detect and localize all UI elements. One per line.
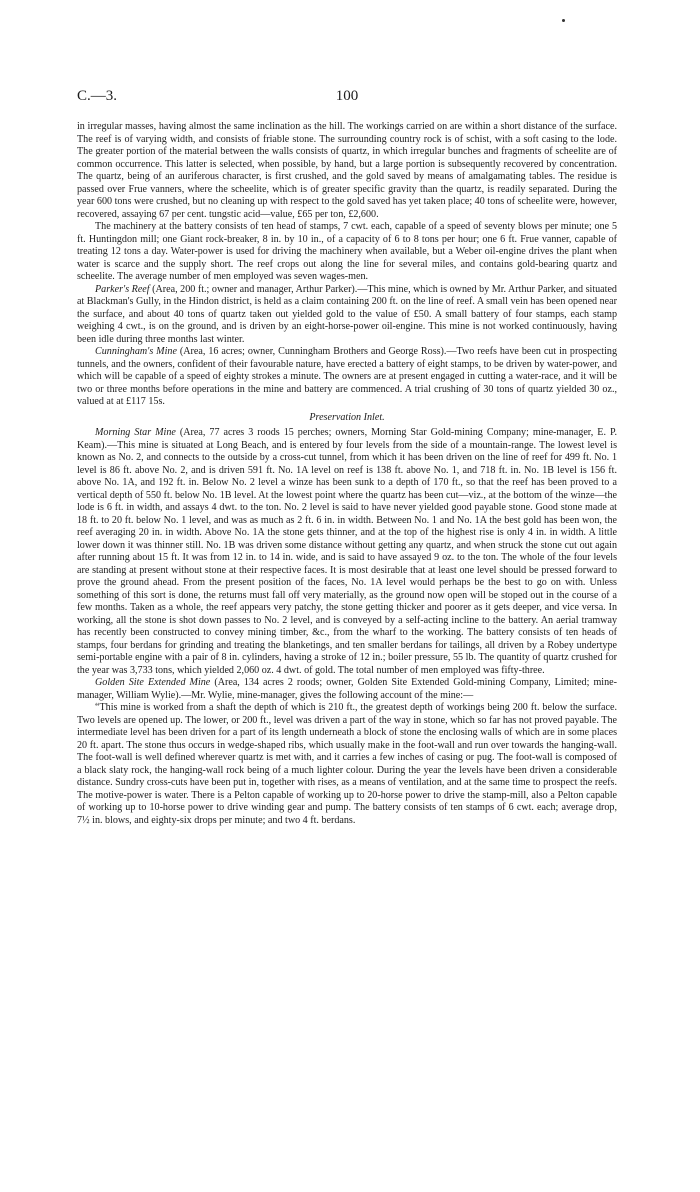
paragraph-morning-star <box>77 427 617 677</box>
paragraph-text: (Area, 16 acres; owner, Cunningham Brothers and George Ross).—Two reefs have been cut in prospecting tunnels, and the owners, confident of their favourable nature, have erected a battery of eight stamps, to be driven by water-power, and which will be capable of a speed of eighty strokes a minute. The owners are at present engaged in cutting a water-race, and it will be two or three months before operations in the mine and battery are commenced. A trial crushing of 30 tons of quartz yielded 30 oz., valued at at £117 15s. <box>77 346 617 407</box>
paragraph-quoted-account: “This mine is worked from a shaft the depth of which is 210 ft., the greatest depth of workings being 200 ft. below the surface. Two levels are opened up. The lower, or 200 ft., level was driven a part of the way in stone, which so far has not proved payable. The intermediate level has been driven for a part of its length underneath a block of stone the enclosing walls of which are in some places 20 ft. apart. The stone thus occurs in wedge-shaped ribs, which usually make in the foot-wall and run over towards the hanging-wall. The foot-wall is well defined wherever quartz is met with, and it carries a few inches of casing or pug. The foot-wall is composed of a black slaty rock, the hanging-wall rock being of a much lighter colour. During the year the levels have been driven a considerable distance. Sundry cross-cuts have been put in, together with rises, as a means of ventilation, and at the same time to prospect the reefs. The motive-power is water. There is a Pelton capable of working up to 20-horse power to drive the stamp-mill, also a Pelton capable of working up to 10-horse power to drive winding gear and pump. The battery consists of ten stamps of 6 cwt. each; average drop, 7½ in. blows, and eighty-six drops per minute; and two 4 ft. berdans. <box>77 702 617 826</box>
document-reference: C.—3. <box>77 88 118 104</box>
mine-name-cunninghams: Cunningham's Mine <box>95 346 177 357</box>
paragraph-text: (Area, 200 ft.; owner and manager, Arthur Parker).—This mine, which is owned by Mr. Arthur Parker, and situated at Blackman's Gully, in the Hindon district, is held as a claim containing 200 ft. on the line of reef. A small vein has been opened near the surface, and about 40 tons of quartz taken out yielded gold to the value of £50. A small battery of four stamps, each stamp weighing 4 cwt., is on the ground, and is driven by an eight-horse-power oil-engine. This mine is not worked continuously, having been idle during three months last winter. <box>77 283 617 345</box>
paragraph-continuation: in irregular masses, having almost the same inclination as the hill. The workings carried on are within a short distance of the surface. The reef is of varying width, and consists of friable stone. The surrounding country rock is of schist, with a soft casing to the lode. The greater portion of the material between the walls consists of quartz, in which irregular bunches and fragments of scheelite are of common occurrence. This latter is selected, when possible, by hand, but a large portion is subsequently recovered by concentration. The quartz, being of an auriferous character, is first crushed, and the gold saved by means of amalgamating tables. The residue is passed over Frue vanners, where the scheelite, which is of greater specific gravity than the quartz, is readily separated. During the year 600 tons were crushed, but no cleaning up with respect to the gold saved has yet taken place; 40 tons of scheelite were, however, recovered, assaying 67 per cent. tungstic acid—value, £65 per ton, £2,600. <box>77 121 617 220</box>
paragraph-cunninghams-mine <box>77 346 617 409</box>
page-body <box>77 121 617 827</box>
paragraph-golden-site <box>77 677 617 702</box>
mine-name-parkers-reef: Parker's Reef <box>95 283 150 295</box>
paragraph-parkers-reef <box>77 284 617 347</box>
page-number: 100 <box>335 88 359 104</box>
mine-name-golden-site: Golden Site Extended Mine <box>95 677 211 688</box>
paragraph-text: (Area, 77 acres 3 roods 15 perches; owners, Morning Star Gold-mining Company; mine-manager, E. P. Keam).—This mine is situated at Long Beach, and is entered by four levels from the side of a mountain-range. The lowest level is known as No. 2, and connects to the outside by a cross-cut tunnel, from which it has been driven on the line of reef for 499 ft. No. 1 level is 86 ft. above No. 2, and is driven 591 ft. No. 1A level on reef is 138 ft. above No. 1, and 718 ft. in. No. 1B level is 156 ft. above No. 1A, and 192 ft. in. Below No. 2 level a winze has been sunk to a depth of 170 ft., so that the reef has been proved to a vertical depth of 550 ft. below No. 1B level. At the lowest point where the quartz has been cut—viz., at the bottom of the winze—the lode is 6 ft. in width, and assays 4 dwt. to the ton. No. 2 level is said to have never yielded good payable stone. Good stone made at 18 ft. to 20 ft. below No. 1 level, and was as much as 2 ft. 6 in. in width. Between No. 1 and No. 1A the best gold has been won, the reef averaging 20 in. in width. Above No. 1A the stone gets thinner, and at the top of the highest rise is only 4 in. in width. A little lower down it was thinner still. No. 1B was driven some distance without getting any quartz, and when struck the stone cut out again after running about 15 ft. It was from 12 in. to 14 in. wide, and is said to have assayed 9 oz. to the ton. The whole of the four levels are standing at present without stone at their respective faces. It is most desirable that at least one level should be pressed forward to prove the ground ahead. From the present position of the faces, No. 1A level would perhaps be the best to go on with. Unless something of this sort is done, the returns must fall off very materially, as the ground now open will be stoped out in the course of a few months. Taken as a whole, the reef appears very patchy, the stone getting thicker and poorer as it gets deeper, and vice versa. In working, all the stone is shot down passes to No. 2 level, and is conveyed by a self-acting incline to the battery. An aerial tramway has recently been constructed to convey mining timber, &c., from the wharf to the working. The battery consists of ten heads of stamps, four berdans for grinding and treating the blanketings, and ten smaller berdans for tailings, all driven by a Robey undertype semi-portable engine with a pair of 8 in. cylinders, having a stroke of 12 in.; boiler pressure, 55 lb. The quantity of quartz crushed for the year was 3,733 tons, which yielded 2,060 oz. 4 dwt. of gold. The total number of men employed was fifty-three. <box>77 427 617 676</box>
mine-name-morning-star: Morning Star Mine <box>95 427 176 438</box>
page-header <box>77 88 617 110</box>
paragraph-machinery: The machinery at the battery consists of ten head of stamps, 7 cwt. each, capable of a speed of seventy blows per minute; one 5 ft. Huntingdon mill; one Giant rock-breaker, 8 in. by 10 in., of a capacity of 6 to 8 tons per hour; one 6 ft. Frue vanner, capable of treating 12 tons a day. Water-power is used for driving the machinery when available, but a Weber oil-engine drives the plant when water is scarce and the supply short. The reef crops out along the line for several miles, and contains gold-bearing quartz and scheelite. The average number of men employed was seven wages-men. <box>77 221 617 282</box>
corner-dot <box>562 19 565 22</box>
paragraph-text: (Area, 134 acres 2 roods; owner, Golden Site Extended Gold-mining Company, Limited; mine-manager, William Wylie).—Mr. Wylie, mine-manager, gives the following account of the mine:— <box>77 677 617 701</box>
section-heading: Preservation Inlet. <box>309 411 385 423</box>
